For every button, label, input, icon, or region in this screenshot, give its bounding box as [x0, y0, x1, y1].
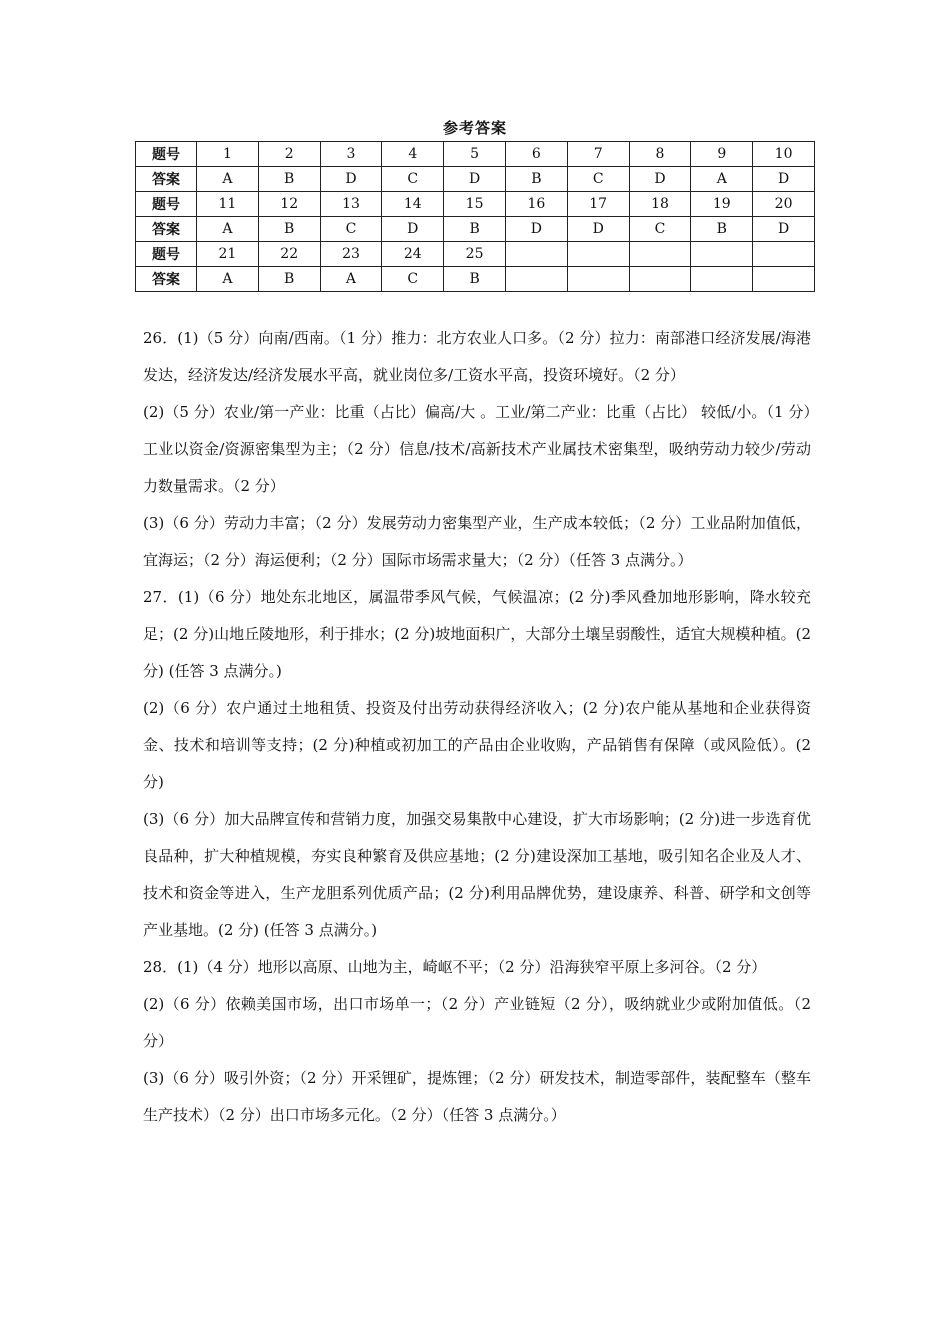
- table-cell: 15: [444, 192, 506, 217]
- table-cell: 3: [320, 142, 382, 167]
- table-cell: D: [320, 167, 382, 192]
- table-cell: A: [320, 267, 382, 292]
- table-cell: [691, 267, 753, 292]
- table-cell: 5: [444, 142, 506, 167]
- table-row: [136, 217, 815, 242]
- table-cell: A: [197, 267, 259, 292]
- table-cell: B: [444, 217, 506, 242]
- table-cell: 1: [197, 142, 259, 167]
- table-cell: D: [629, 167, 691, 192]
- paragraph-27-1: 27．(1)（6 分）地处东北地区，属温带季风气候，气候温凉；(2 分)季风叠加地形影响，降水较充足；(2 分)山地丘陵地形，利于排水；(2 分)坡地面积广，大部分土壤呈弱酸性，适宜大规模种植。(2 分) (任答 3 点满分。): [143, 588, 811, 680]
- table-cell: [753, 242, 815, 267]
- row-header: 答案: [136, 167, 197, 192]
- table-cell: B: [258, 217, 320, 242]
- table-cell: 11: [197, 192, 259, 217]
- row-header: 答案: [136, 217, 197, 242]
- table-cell: [753, 267, 815, 292]
- table-row: [136, 142, 815, 167]
- table-row: [136, 267, 815, 292]
- table-cell: B: [258, 167, 320, 192]
- table-cell: 13: [320, 192, 382, 217]
- table-cell: 16: [505, 192, 567, 217]
- answer-table: [135, 141, 815, 292]
- table-cell: 12: [258, 192, 320, 217]
- table-cell: 4: [382, 142, 444, 167]
- table-cell: 7: [567, 142, 629, 167]
- paragraph-27-2: (2)（6 分）农户通过土地租赁、投资及付出劳动获得经济收入；(2 分)农户能从基地和企业获得资金、技术和培训等支持；(2 分)种植或初加工的产品由企业收购，产品销售有保障（或风险低）。(2 分): [143, 699, 811, 791]
- table-cell: [629, 242, 691, 267]
- table-cell: B: [505, 167, 567, 192]
- table-cell: 10: [753, 142, 815, 167]
- table-cell: [691, 242, 753, 267]
- table-cell: [505, 267, 567, 292]
- table-cell: C: [629, 217, 691, 242]
- table-row: [136, 192, 815, 217]
- paragraph-28-2: (2)（6 分）依赖美国市场，出口市场单一；（2 分）产业链短（2 分），吸纳就业少或附加值低。（2 分）: [143, 995, 811, 1050]
- table-cell: B: [691, 217, 753, 242]
- paragraph-27-3: (3)（6 分）加大品牌宣传和营销力度，加强交易集散中心建设，扩大市场影响；(2 分)进一步选育优良品种，扩大种植规模，夯实良种繁育及供应基地；(2 分)建设深加工基地，吸引知名企业及人才、技术和资金等进入，生产龙胆系列优质产品；(2 分)利用品牌优势，建设康养、科普、研学和文创等产业基地。(2 分) (任答 3 点满分。): [143, 810, 811, 939]
- paragraph-26-1: 26．(1)（5 分）向南/西南。（1 分）推力：北方农业人口多。（2 分）拉力：南部港口经济发展/海港发达，经济发达/经济发展水平高，就业岗位多/工资水平高，投资环境好。（2 分）: [143, 329, 811, 384]
- table-cell: D: [753, 167, 815, 192]
- table-cell: [505, 242, 567, 267]
- paragraph-28-1: 28．(1)（4 分）地形以高原、山地为主，崎岖不平；（2 分）沿海狭窄平原上多河谷。（2 分）: [143, 958, 767, 976]
- answer-content: [143, 320, 811, 1134]
- table-row: [136, 167, 815, 192]
- table-cell: [567, 242, 629, 267]
- table-cell: A: [197, 217, 259, 242]
- table-cell: [567, 267, 629, 292]
- table-cell: 23: [320, 242, 382, 267]
- table-cell: 21: [197, 242, 259, 267]
- table-cell: D: [444, 167, 506, 192]
- table-cell: 18: [629, 192, 691, 217]
- table-row: [136, 242, 815, 267]
- row-header: 答案: [136, 267, 197, 292]
- table-cell: 8: [629, 142, 691, 167]
- table-cell: B: [444, 267, 506, 292]
- table-cell: 19: [691, 192, 753, 217]
- row-header: 题号: [136, 142, 197, 167]
- paragraph-26-3: (3)（6 分）劳动力丰富；（2 分）发展劳动力密集型产业，生产成本较低；（2 分）工业品附加值低，宜海运；（2 分）海运便利；（2 分）国际市场需求量大；（2 分）（任答 3 点满分。）: [143, 514, 811, 569]
- paragraph-26-2: (2)（5 分）农业/第一产业：比重（占比）偏高/大 。工业/第二产业：比重（占比） 较低/小。（1 分）工业以资金/资源密集型为主；（2 分）信息/技术/高新技术产业属技术密集型，吸纳劳动力较少/劳动力数量需求。（2 分）: [143, 403, 811, 495]
- table-cell: 25: [444, 242, 506, 267]
- table-cell: C: [567, 167, 629, 192]
- table-cell: 22: [258, 242, 320, 267]
- table-cell: 24: [382, 242, 444, 267]
- table-cell: D: [753, 217, 815, 242]
- table-cell: 2: [258, 142, 320, 167]
- table-cell: 9: [691, 142, 753, 167]
- paragraph-28-3: (3)（6 分）吸引外资；（2 分）开采锂矿，提炼锂；（2 分）研发技术，制造零部件，装配整车（整车生产技术）（2 分）出口市场多元化。（2 分）（任答 3 点满分。）: [143, 1069, 811, 1124]
- table-cell: 20: [753, 192, 815, 217]
- table-cell: B: [258, 267, 320, 292]
- table-cell: 14: [382, 192, 444, 217]
- table-cell: 6: [505, 142, 567, 167]
- row-header: 题号: [136, 242, 197, 267]
- table-cell: D: [505, 217, 567, 242]
- table-cell: [629, 267, 691, 292]
- table-cell: C: [382, 267, 444, 292]
- table-cell: C: [382, 167, 444, 192]
- table-cell: A: [691, 167, 753, 192]
- table-cell: 17: [567, 192, 629, 217]
- table-cell: A: [197, 167, 259, 192]
- page-title: 参考答案: [442, 119, 507, 137]
- table-cell: D: [382, 217, 444, 242]
- table-cell: C: [320, 217, 382, 242]
- table-cell: D: [567, 217, 629, 242]
- row-header: 题号: [136, 192, 197, 217]
